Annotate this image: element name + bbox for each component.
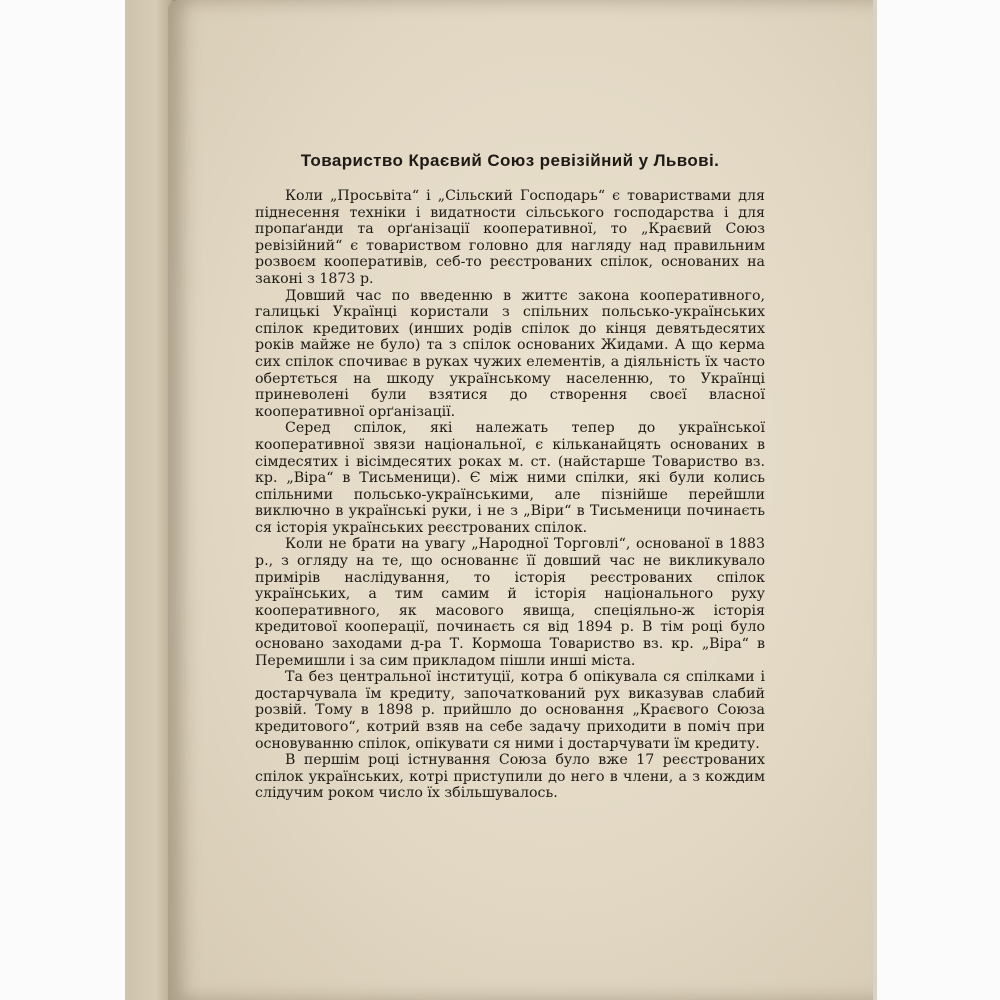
page-text	[255, 150, 765, 802]
paragraph: Коли не брати на увагу „Народної Торговлі“, основаної в 1883 р., з огляду на те, що основаннє її довший час не викликувало примірів наслідування, то історія реєстрованих спілок українських, а тим самим й історія національного руху кооперативного, як масового явища, спеціяльно-ж історія кредитової кооперації, починаєть ся від 1894 р. В тім році було основано заходами д-ра Т. Кормоша Товариство вз. кр. „Віра“ в Перемишли і за сим прикладом пішли инші міста.	[255, 536, 765, 669]
paragraph: Довший час по введенню в життє закона кооперативного, галицькі Українці користали з спільних польсько-українських спілок кредитових (инших родів спілок до кінця девятьдесятих років майже не було) та з спілок основаних Жидами. А що керма сих спілок спочиває в руках чужих елементів, а діяльність їх часто обертється на шкоду українському населенню, то Українці приневолені були взятися до створення своєї власної кооперативної орґанізації.	[255, 287, 765, 420]
paragraph: Серед спілок, які належать тепер до української кооперативної звязи національної, є кільканайцять основаних в сімдесятих і вісімдесятих роках м. ст. (найстарше Товариство вз. кр. „Віра“ в Тисьменици). Є між ними спілки, які були колись спільними польсько-українськими, але пізнійше перейшли виключно в українські руки, і не з „Віри“ в Тисьменици починаєть ся історія українських реєстрованих спілок.	[255, 420, 765, 536]
paragraph: В першім році істнування Союза було вже 17 реєстрованих спілок українських, котрі приступили до него в члени, а з кождим слідучим роком число їх збільшувалось.	[255, 752, 765, 802]
page-edge	[873, 0, 877, 1000]
paragraph: Та без центральної інституції, котра б опікувала ся спілками і достарчувала їм кредиту, започаткований рух виказував слабий розвій. Тому в 1898 р. прийшло до основання „Краєвого Союза кредитового“, котрий взяв на себе задачу приходити в поміч при основуванню спілок, опікувати ся ними і достарчувати їм кредиту.	[255, 669, 765, 752]
paragraph: Коли „Просьвіта“ і „Сільский Господарь“ є товариствами для піднесення техніки і видатности сільського господарства і для пропаґанди та орґанізації кооперативної, то „Краєвий Союз ревізійний“ є товариством головно для нагляду над правильним розвоєм кооперативів, себ-то реєстрованих спілок, основаних на законі з 1873 р.	[255, 188, 765, 287]
body-text	[255, 188, 765, 802]
page-title: Товариство Краєвий Союз ревізійний у Львові.	[300, 151, 720, 170]
